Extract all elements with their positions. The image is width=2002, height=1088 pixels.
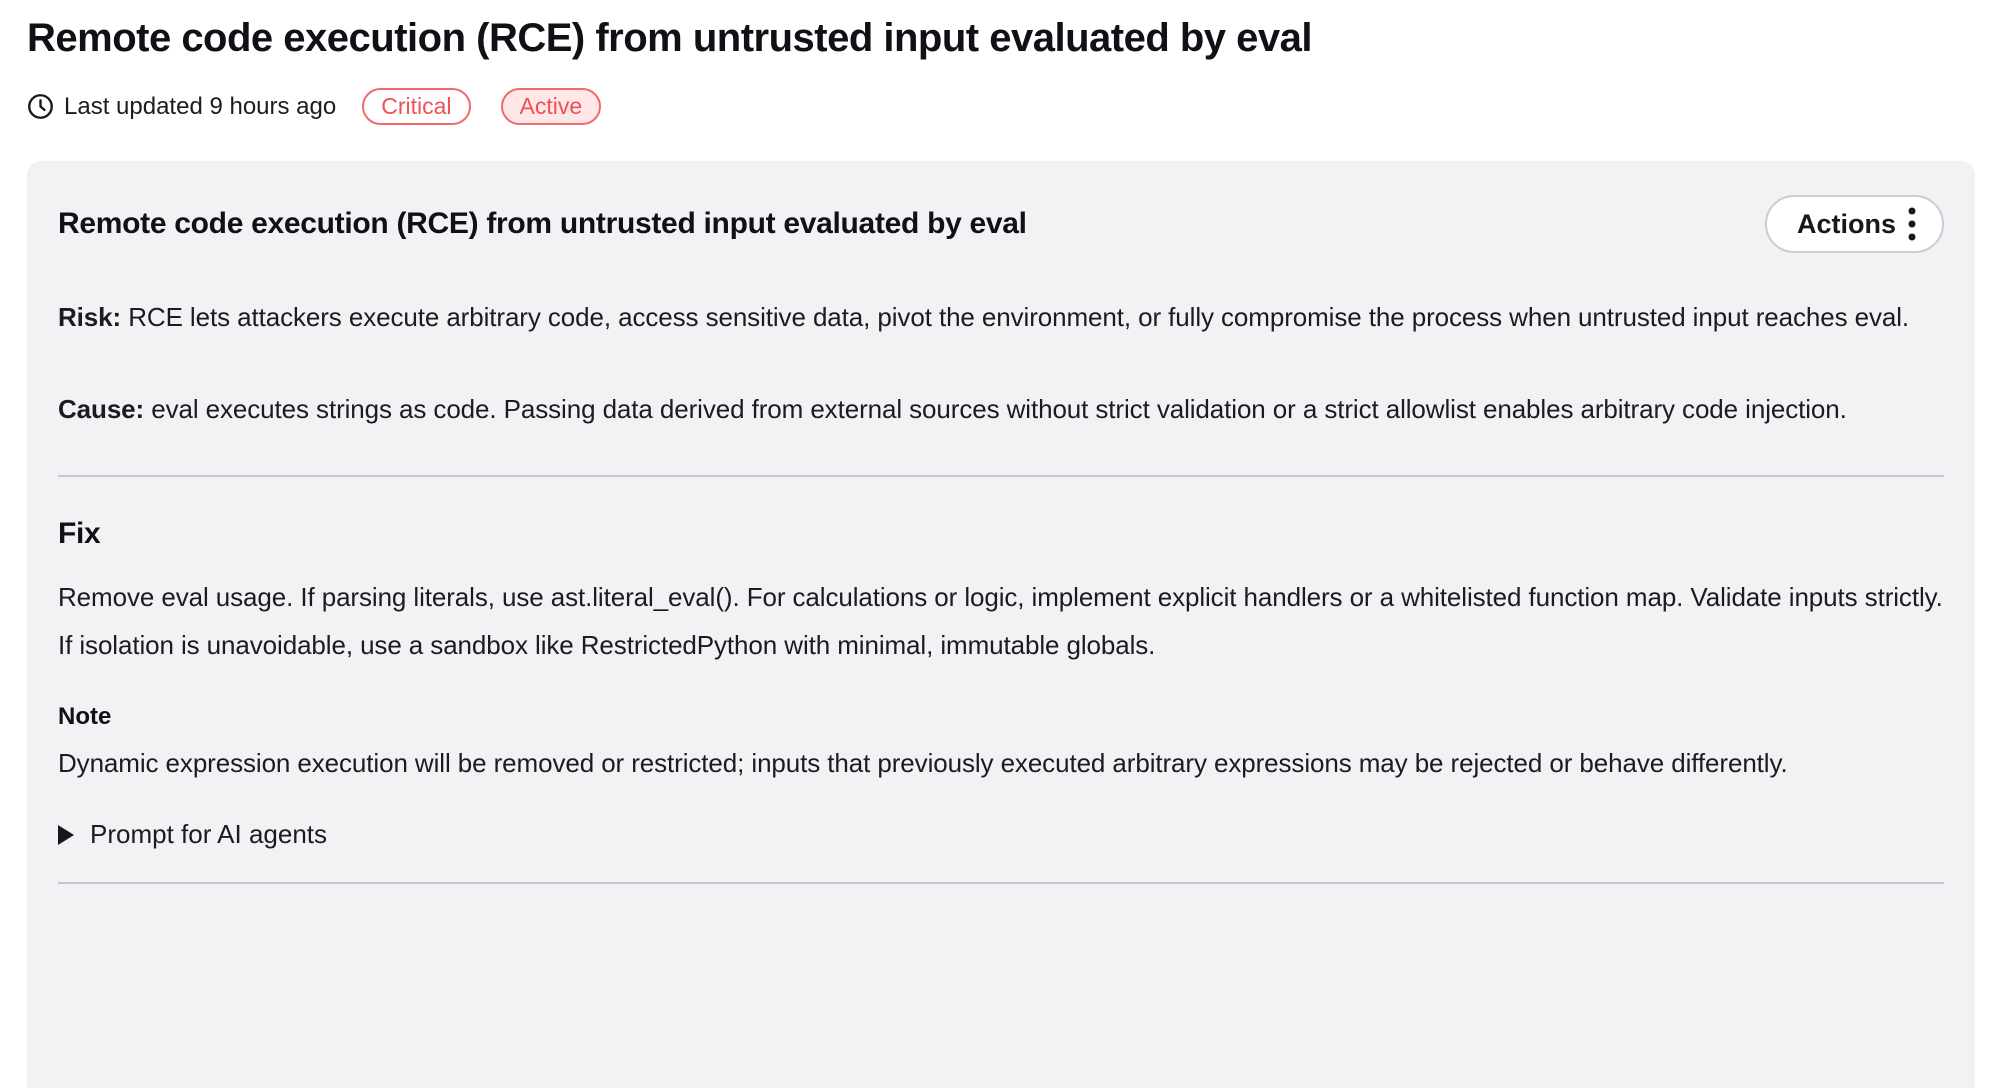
fix-heading: Fix: [58, 517, 101, 550]
prompt-for-ai-agents-toggle[interactable]: [58, 819, 327, 850]
last-updated: [27, 93, 336, 121]
severity-badge-critical: Critical: [362, 88, 470, 125]
kebab-menu-icon: [1908, 207, 1916, 241]
caret-right-icon: [58, 825, 74, 845]
clock-icon: [27, 93, 54, 120]
vulnerability-card: [27, 161, 1975, 1088]
card-header: [58, 195, 1944, 253]
last-updated-text: Last updated 9 hours ago: [64, 92, 337, 120]
meta-row: [27, 88, 1975, 125]
risk-paragraph: [58, 293, 1944, 341]
card-title: Remote code execution (RCE) from untrusted input evaluated by eval: [58, 207, 1027, 240]
status-badge-active: Active: [501, 88, 602, 125]
cause-label: Cause:: [58, 394, 145, 424]
page-title: Remote code execution (RCE) from untrusted input evaluated by eval: [27, 16, 1313, 60]
cause-paragraph: [58, 385, 1944, 433]
prompt-toggle-label: Prompt for AI agents: [90, 819, 328, 849]
note-paragraph: Dynamic expression execution will be removed or restricted; inputs that previously executed arbitrary expressions may be rejected or behave differently.: [58, 748, 1788, 778]
section-divider: [58, 475, 1944, 477]
note-heading: Note: [58, 703, 112, 730]
risk-label: Risk:: [58, 302, 122, 332]
cause-text: eval executes strings as code. Passing data derived from external sources without strict validation or a strict allowlist enables arbitrary code injection.: [144, 394, 1847, 424]
fix-paragraph: Remove eval usage. If parsing literals, use ast.literal_eval(). For calculations or logic, implement explicit handlers or a whitelisted function map. Validate inputs strictly. If isolation is unavoidable, use a sandbox like RestrictedPython with minimal, immutable globals.: [58, 582, 1943, 660]
bottom-divider: [58, 882, 1944, 884]
risk-text: RCE lets attackers execute arbitrary code, access sensitive data, pivot the environment, or fully compromise the process when untrusted input reaches eval.: [121, 302, 1910, 332]
actions-button-label: Actions: [1796, 208, 1896, 239]
actions-button[interactable]: [1765, 195, 1944, 253]
